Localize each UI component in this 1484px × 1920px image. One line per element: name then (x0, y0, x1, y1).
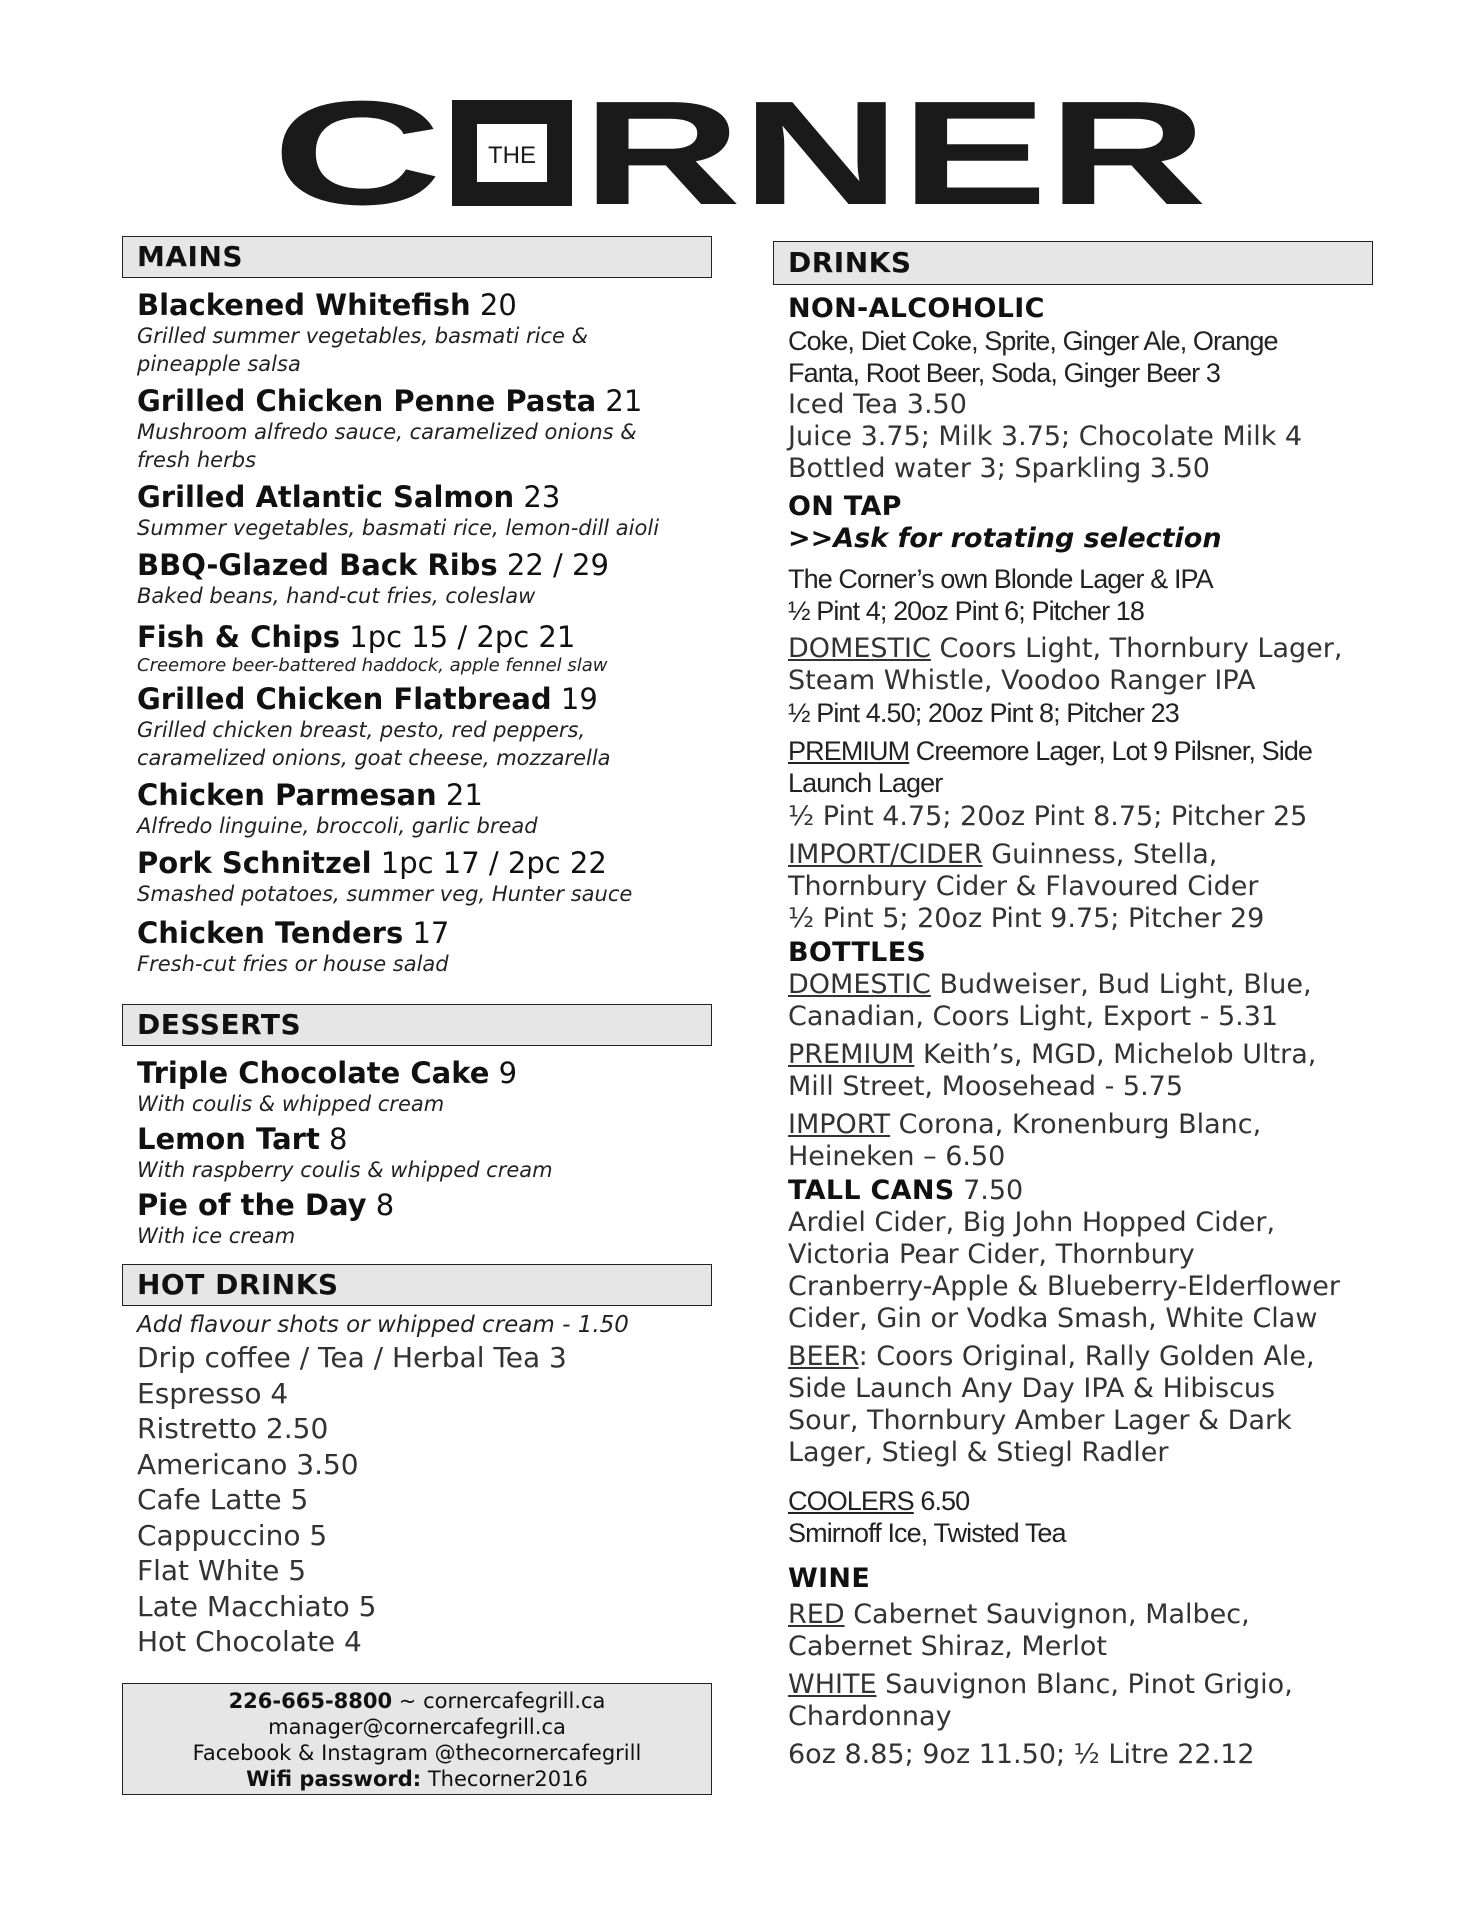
drink-line: Keith’s, MGD, Michelob Ultra, (914, 1039, 1317, 1070)
item-desc: Alfredo linguine, broccoli, garlic bread (137, 814, 538, 838)
menu-item (137, 682, 712, 772)
menu-item (137, 1188, 712, 1250)
item-price: 9 (498, 1056, 518, 1090)
item-desc: Grilled summer vegetables, basmati rice & pineapple salsa (137, 324, 588, 376)
item-desc: With coulis & whipped cream (137, 1092, 445, 1116)
item-desc: With raspberry coulis & whipped cream (137, 1158, 553, 1182)
item-name: Fish & Chips (137, 620, 341, 654)
item-price: 1pc 17 / 2pc 22 (380, 846, 607, 880)
drink-line: Budweiser, Bud Light, Blue, (930, 969, 1312, 1000)
drink-line: Coke, Diet Coke, Sprite, Ginger Ale, Orange (788, 326, 1278, 356)
item-name: Chicken Tenders (137, 916, 404, 950)
item-desc: Mushroom alfredo sauce, caramelized onions & fresh herbs (137, 420, 637, 472)
red-label: RED (788, 1599, 845, 1630)
item-desc: Grilled chicken breast, pesto, red peppers, caramelized onions, goat cheese, mozzarella (137, 718, 611, 770)
hot-drinks-header: HOT DRINKS (122, 1264, 712, 1306)
item-name: Grilled Chicken Flatbread (137, 682, 552, 716)
coolers-label: COOLERS (788, 1486, 914, 1516)
drink-line: : Coors Original, Rally Golden Ale, (858, 1341, 1315, 1372)
item-desc: Baked beans, hand-cut fries, coleslaw (137, 584, 536, 608)
tall-cans-title: TALL CANS (788, 1175, 955, 1206)
on-tap-ask: >>Ask for rotating selection (788, 523, 1222, 554)
item-price: 21 (605, 384, 643, 418)
contact-phone: 226-665-8800 (228, 1689, 393, 1713)
item-name: Grilled Chicken Penne Pasta (137, 384, 597, 418)
drink-line: Corona, Kronenburg Blanc, (890, 1109, 1262, 1140)
left-column (122, 236, 712, 1660)
item-name: Pork Schnitzel (137, 846, 372, 880)
mains-header: MAINS (122, 236, 712, 278)
item-name: Pie of the Day (137, 1188, 367, 1222)
contact-social: Facebook & Instagram @thecornercafegrill (192, 1741, 642, 1765)
drink-line: Launch Lager (788, 768, 943, 798)
drink-line: Coors Light, Thornbury Lager, (930, 633, 1343, 664)
logo-letters-rner: RNER (582, 92, 1207, 212)
contact-site: ~ cornercafegrill.ca (392, 1689, 606, 1713)
menu-item (137, 1122, 712, 1184)
item-price: 8 (375, 1188, 395, 1222)
contact-box (122, 1683, 712, 1795)
wifi-label: Wifi password: (246, 1767, 422, 1791)
item-desc: Fresh-cut fries or house salad (137, 952, 449, 976)
drink-line: Thornbury Cider & Flavoured Cider (788, 871, 1259, 902)
drink-line: Guinness, Stella, (982, 839, 1218, 870)
hot-drink-item: Hot Chocolate 4 (137, 1625, 362, 1658)
logo (272, 92, 1207, 212)
item-price: 8 (329, 1122, 348, 1156)
drink-line: Bottled water 3; Sparkling 3.50 (788, 453, 1210, 484)
drink-line: Cider, Gin or Vodka Smash, White Claw (788, 1303, 1318, 1334)
menu-item (137, 778, 712, 840)
menu-item (137, 548, 712, 610)
wine-sizes: 6oz 8.85; 9oz 11.50; ½ Litre 22.12 (788, 1739, 1255, 1770)
drink-line: Canadian, Coors Light, Export - 5.31 (788, 1001, 1279, 1032)
menu-item (137, 384, 712, 474)
item-price: 23 (523, 480, 561, 514)
bottles-title: BOTTLES (788, 937, 927, 968)
item-price: 19 (560, 682, 598, 716)
premium-label: PREMIUM (788, 736, 910, 766)
on-tap-title: ON TAP (788, 491, 902, 522)
drink-line: Heineken – 6.50 (788, 1141, 1006, 1172)
hot-drink-item: Cafe Latte 5 (137, 1483, 309, 1516)
drink-line: Lager, Stiegl & Stiegl Radler (788, 1437, 1169, 1468)
white-label: WHITE (788, 1669, 877, 1700)
beer-label: BEER (788, 1341, 859, 1372)
drink-line: Sour, Thornbury Amber Lager & Dark (788, 1405, 1292, 1436)
item-price: 21 (445, 778, 483, 812)
drink-line: ½ Pint 4; 20oz Pint 6; Pitcher 18 (788, 596, 1145, 626)
non-alcoholic-title: NON-ALCOHOLIC (788, 293, 1045, 324)
desserts-header: DESSERTS (122, 1004, 712, 1046)
hot-drink-item: Flat White 5 (137, 1554, 307, 1587)
drink-line: Cabernet Shiraz, Merlot (788, 1631, 1108, 1662)
hot-drink-item: Espresso 4 (137, 1376, 289, 1410)
drink-line: ½ Pint 5; 20oz Pint 9.75; Pitcher 29 (788, 903, 1265, 934)
right-column (773, 241, 1373, 1771)
drink-line: The Corner’s own Blonde Lager & IPA (788, 564, 1213, 594)
drink-line: Side Launch Any Day IPA & Hibiscus (788, 1373, 1276, 1404)
hot-drink-item: Drip coffee / Tea / Herbal Tea 3 (137, 1341, 567, 1374)
item-price: 20 (479, 288, 517, 322)
item-price: 1pc 15 / 2pc 21 (349, 620, 576, 654)
item-desc: Summer vegetables, basmati rice, lemon-dill aioli (137, 516, 660, 540)
import-cider-label: IMPORT/CIDER (788, 839, 983, 870)
coolers-price: 6.50 (913, 1486, 970, 1516)
menu-item (137, 1056, 712, 1118)
drink-line: Mill Street, Moosehead - 5.75 (788, 1071, 1184, 1102)
drink-line: Ardiel Cider, Big John Hopped Cider, (788, 1207, 1276, 1238)
menu-item (137, 846, 712, 908)
drink-line: Victoria Pear Cider, Thornbury (788, 1239, 1195, 1270)
item-desc: With ice cream (137, 1224, 296, 1248)
menu-item (137, 288, 712, 378)
hot-drink-item: Late Macchiato 5 (137, 1589, 377, 1623)
item-name: Grilled Atlantic Salmon (137, 480, 515, 514)
logo-letter-c: C (272, 92, 442, 212)
item-name: Chicken Parmesan (137, 778, 437, 812)
item-price: 17 (412, 916, 450, 950)
drink-line: Smirnoff Ice, Twisted Tea (788, 1518, 1066, 1548)
premium-label: PREMIUM (788, 1039, 915, 1070)
domestic-label: DOMESTIC (788, 969, 931, 1000)
item-price: 22 / 29 (506, 548, 609, 582)
wifi-password: Thecorner2016 (421, 1767, 588, 1791)
tall-cans-price: 7.50 (954, 1175, 1024, 1206)
item-name: BBQ-Glazed Back Ribs (137, 548, 498, 582)
drink-line: ½ Pint 4.75; 20oz Pint 8.75; Pitcher 25 (788, 801, 1308, 832)
drink-line: Iced Tea 3.50 (788, 389, 967, 420)
import-label: IMPORT (788, 1109, 891, 1140)
contact-email: manager@cornercafegrill.ca (268, 1715, 566, 1739)
drink-line: Chardonnay (788, 1701, 952, 1732)
drink-line: Creemore Lager, Lot 9 Pilsner, Side (909, 736, 1313, 766)
logo-the: THE (488, 142, 536, 169)
item-name: Lemon Tart (137, 1122, 320, 1156)
hot-drinks-note: Add flavour shots or whipped cream - 1.50 (137, 1312, 629, 1338)
hot-drink-item: Cappuccino 5 (137, 1518, 328, 1552)
drink-line: Cranberry-Apple & Blueberry-Elderflower (788, 1271, 1341, 1302)
menu-item (137, 620, 712, 678)
item-name: Triple Chocolate Cake (137, 1056, 490, 1090)
item-name: Blackened Whitefish (137, 288, 471, 322)
drink-line: Cabernet Sauvignon, Malbec, (844, 1599, 1250, 1630)
hot-drink-item: Ristretto 2.50 (137, 1412, 329, 1445)
menu-item (137, 916, 712, 978)
drink-line: Steam Whistle, Voodoo Ranger IPA (788, 665, 1256, 696)
drink-line: Fanta, Root Beer, Soda, Ginger Beer 3 (788, 358, 1220, 388)
menu-item (137, 480, 712, 542)
drink-line: ½ Pint 4.50; 20oz Pint 8; Pitcher 23 (788, 698, 1179, 728)
domestic-label: DOMESTIC (788, 633, 931, 664)
item-desc: Smashed potatoes, summer veg, Hunter sauce (137, 882, 633, 906)
drinks-header: DRINKS (773, 241, 1373, 285)
item-desc: Creemore beer-battered haddock, apple fennel slaw (137, 655, 608, 676)
drink-line: Juice 3.75; Milk 3.75; Chocolate Milk 4 (788, 421, 1303, 452)
drink-line: Sauvignon Blanc, Pinot Grigio, (876, 1669, 1293, 1700)
wine-title: WINE (788, 1563, 871, 1594)
hot-drink-item: Americano 3.50 (137, 1447, 359, 1481)
